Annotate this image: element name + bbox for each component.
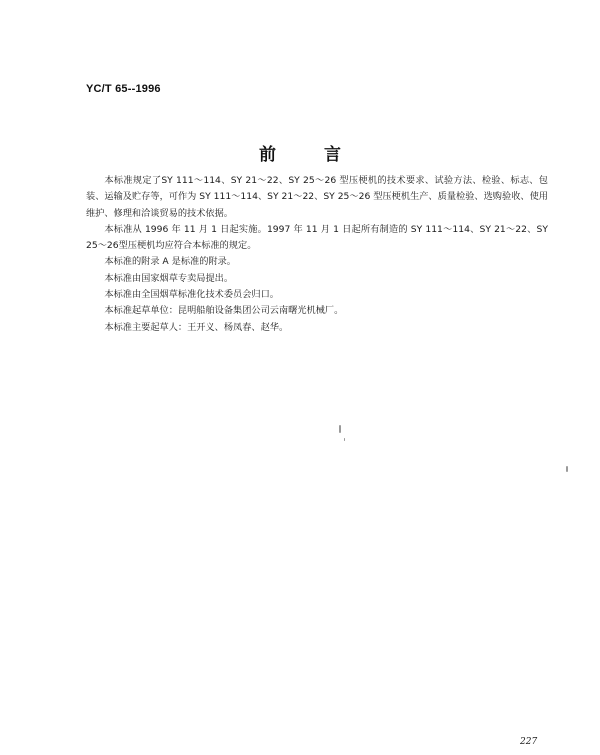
paragraph-scope: 本标准规定了SY 111～114、SY 21～22、SY 25～26 型压梗机的技术要求、试验方法、检验、标志、包装、运输及贮存等，可作为 SY 111～114、SY 21～22、SY 25～26 型压梗机生产、质量检验、选购验收、使用维护、修理和洽谈贸易的技术依据。 <box>86 175 548 219</box>
paragraph-drafting-unit: 本标准起草单位：昆明船舶设备集团公司云南曙光机械厂。 <box>104 305 344 317</box>
title-char-1: 前 <box>259 145 276 165</box>
scan-speck <box>344 438 345 441</box>
paragraph-drafters: 本标准主要起草人：王开义、杨凤春、赵华。 <box>104 321 289 333</box>
scan-speck <box>339 425 341 433</box>
page-title <box>0 140 600 165</box>
title-char-2: 言 <box>324 145 341 165</box>
scan-speck <box>566 466 568 472</box>
paragraph-appendix: 本标准的附录 A 是标准的附录。 <box>104 256 236 268</box>
paragraph-proposer: 本标准由国家烟草专卖局提出。 <box>104 272 234 284</box>
standard-code: YC/T 65--1996 <box>86 83 161 95</box>
paragraph-committee: 本标准由全国烟草标准化技术委员会归口。 <box>104 289 279 301</box>
paragraph-effective-date: 本标准从 1996 年 11 月 1 日起实施。1997 年 11 月 1 日起所有制造的 SY 111～114、SY 21～22、SY 25～26型压梗机均应符合本标准的规定。 <box>86 223 548 252</box>
foreword-body <box>86 173 548 336</box>
page-number: 227 <box>520 737 538 747</box>
